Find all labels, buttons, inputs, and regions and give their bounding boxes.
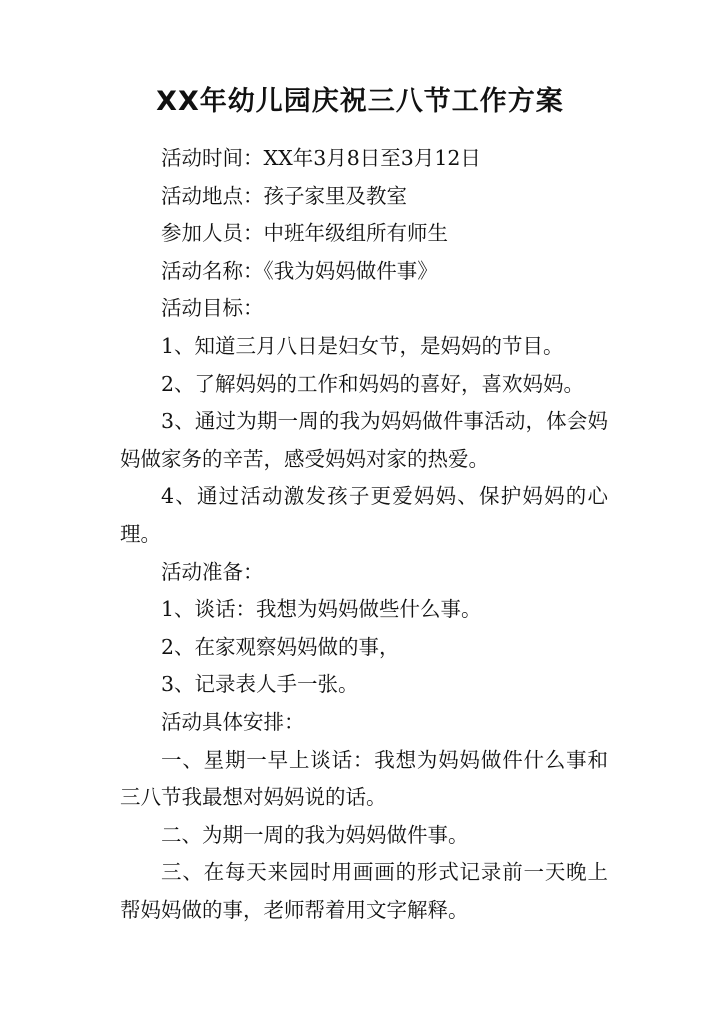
paragraph-preparation-heading: 活动准备：	[161, 559, 264, 584]
paragraph-goal-3: 3、通过为期一周的我为妈妈做件事活动，体会妈妈做家务的辛苦，感受妈妈对家的热爱。	[120, 409, 608, 471]
paragraph-activity-location: 活动地点：孩子家里及教室	[161, 183, 407, 208]
document-body	[120, 140, 608, 929]
paragraph-schedule-2: 二、为期一周的我为妈妈做件事。	[161, 822, 469, 847]
paragraph-goal-1: 1、知道三月八日是妇女节，是妈妈的节目。	[161, 333, 564, 358]
page-title: XX年幼儿园庆祝三八节工作方案	[156, 86, 564, 117]
paragraph-activity-time: 活动时间：XX年3月8日至3月12日	[161, 146, 481, 170]
paragraph-participants: 参加人员：中班年级组所有师生	[161, 221, 448, 246]
paragraph-goals-heading: 活动目标：	[161, 296, 264, 321]
paragraph-schedule-1: 一、星期一早上谈话：我想为妈妈做件什么事和三八节我最想对妈妈说的话。	[120, 747, 608, 810]
paragraph-schedule-heading: 活动具体安排：	[161, 709, 305, 734]
paragraph-activity-name: 活动名称：《我为妈妈做件事》	[161, 258, 438, 283]
paragraph-preparation-1: 1、谈话：我想为妈妈做些什么事。	[161, 597, 482, 622]
paragraph-preparation-2: 2、在家观察妈妈做的事，	[161, 634, 400, 659]
paragraph-goal-4: 4、通过活动激发孩子更爱妈妈、保护妈妈的心理。	[120, 484, 608, 546]
paragraph-preparation-3: 3、记录表人手一张。	[161, 672, 359, 697]
paragraph-schedule-3: 三、在每天来园时用画画的形式记录前一天晚上帮妈妈做的事，老师帮着用文字解释。	[120, 860, 608, 922]
paragraph-goal-2: 2、了解妈妈的工作和妈妈的喜好，喜欢妈妈。	[161, 371, 585, 396]
